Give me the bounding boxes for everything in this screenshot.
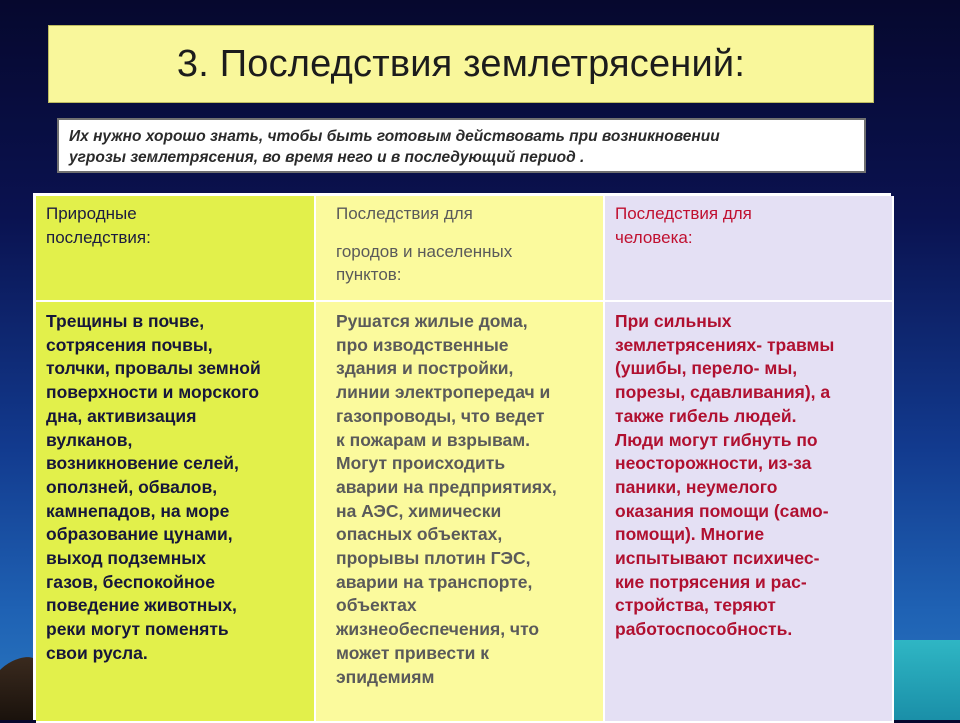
- cell-line: свои русла.: [46, 642, 148, 663]
- cell-line: дна, активизация: [46, 405, 197, 426]
- body-cities: [316, 302, 605, 723]
- title-banner: [48, 25, 874, 103]
- subtitle-line: угрозы землетрясения, во время него и в последующий период .: [69, 149, 585, 166]
- cell-line: вулканов,: [46, 429, 133, 450]
- body-human: [605, 302, 894, 723]
- cell-line: прорывы плотин ГЭС,: [336, 548, 531, 569]
- cell-line: к пожарам и взрывам.: [336, 429, 531, 450]
- cell-line: Рушатся жилые дома,: [336, 311, 528, 331]
- slide-title: 3. Последствия землетрясений:: [176, 42, 746, 85]
- cell-line: газов, беспокойное: [46, 571, 215, 592]
- cell-line: аварии на транспорте,: [336, 571, 533, 592]
- cell-line: испытывают психичес-: [615, 548, 820, 569]
- cell-line: также гибель людей.: [615, 405, 797, 426]
- subtitle-box: [57, 118, 866, 173]
- cell-line: паники, неумелого: [615, 476, 778, 497]
- cell-line: про изводственные: [336, 334, 509, 355]
- cell-line: кие потрясения и рас-: [615, 571, 807, 592]
- cell-line: помощи). Многие: [615, 524, 765, 545]
- cell-line: поверхности и морского: [46, 382, 260, 403]
- cell-line: линии электропередач и: [336, 382, 551, 403]
- header-line: последствия:: [46, 227, 151, 247]
- cell-line: объектах: [336, 595, 417, 616]
- cell-line: может привести к: [336, 642, 490, 663]
- cell-line: (ушибы, перело- мы,: [615, 358, 798, 379]
- cell-line: выход подземных: [46, 548, 206, 569]
- cell-line: землетрясениях- травмы: [615, 334, 835, 355]
- cell-line: жизнеобеспечения, что: [336, 619, 540, 640]
- cell-line: здания и постройки,: [336, 358, 514, 379]
- header-human: [605, 196, 894, 302]
- cell-line: оползней, обвалов,: [46, 476, 218, 497]
- cell-line: образование цунами,: [46, 524, 233, 545]
- header-line: Природные: [46, 204, 137, 223]
- cell-line: аварии на предприятиях,: [336, 476, 557, 497]
- cell-line: порезы, сдавливания), а: [615, 382, 831, 403]
- cell-line: возникновение селей,: [46, 453, 239, 474]
- cell-line: толчки, провалы земной: [46, 358, 261, 379]
- consequences-table: [33, 193, 891, 720]
- cell-line: работоспособность.: [615, 619, 793, 640]
- cell-line: газопроводы, что ведет: [336, 405, 545, 426]
- header-line: Последствия для: [336, 204, 473, 223]
- cell-line: Могут происходить: [336, 453, 506, 474]
- header-line: городов и населенных: [336, 241, 513, 261]
- cell-line: Трещины в почве,: [46, 311, 205, 331]
- cell-line: эпидемиям: [336, 666, 435, 687]
- cell-line: реки могут поменять: [46, 619, 229, 640]
- header-line: Последствия для: [615, 204, 752, 223]
- subtitle-line: Их нужно хорошо знать, чтобы быть готовым действовать при возникновении: [69, 128, 720, 145]
- body-nature: [36, 302, 316, 723]
- cell-line: Люди могут гибнуть по: [615, 429, 818, 450]
- cell-line: стройства, теряют: [615, 595, 776, 616]
- cell-line: При сильных: [615, 311, 732, 331]
- header-cities: [316, 196, 605, 302]
- cell-line: камнепадов, на море: [46, 500, 230, 521]
- header-line: человека:: [615, 227, 693, 247]
- cell-line: неосторожности, из-за: [615, 453, 812, 474]
- cell-line: опасных объектах,: [336, 524, 503, 545]
- cell-line: поведение животных,: [46, 595, 237, 616]
- cell-line: оказания помощи (само-: [615, 500, 829, 521]
- header-line: пунктов:: [336, 265, 402, 285]
- header-nature: [36, 196, 316, 302]
- cell-line: сотрясения почвы,: [46, 334, 213, 355]
- cell-line: на АЭС, химически: [336, 500, 502, 521]
